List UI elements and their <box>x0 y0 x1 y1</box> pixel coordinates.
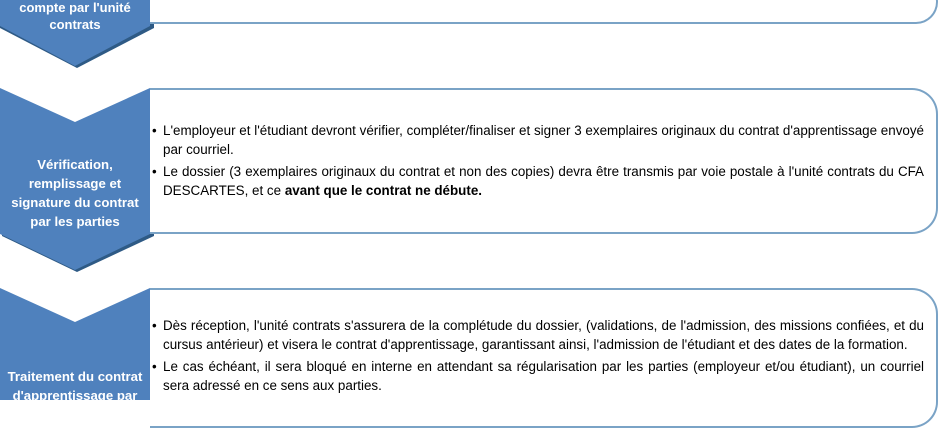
bullet-text: Le dossier (3 exemplaires originaux du contrat et non des copies) devra être transmis par voie postale à l'unité contrats du CFA DESCARTES, et ce <box>163 164 924 198</box>
step-1-label-line: compte par l'unité <box>19 0 131 15</box>
step-1-description-box <box>150 0 938 24</box>
step-2-label-line: remplissage et <box>28 176 122 191</box>
bullet-text: L'employeur et l'étudiant devront vérifier, compléter/finaliser et signer 3 exemplaires originaux du contrat d'apprentissage envoyé par courriel. <box>163 123 924 157</box>
step-2-bullet <box>150 121 924 159</box>
step-2-label-line: par les parties <box>30 214 120 229</box>
step-2-label-line: signature du contrat <box>11 195 139 210</box>
bullet-bold-text: avant que le contrat ne débute. <box>284 183 482 198</box>
bullet-text: Le cas échéant, il sera bloqué en interne en attendant sa régularisation par les parties (employeur et/ou étudiant), un courriel sera adressé en ce sens aux parties. <box>163 359 924 393</box>
step-2-label <box>0 150 150 236</box>
step-2-description-box <box>150 88 938 234</box>
step-1-label-line: contrats <box>49 17 101 32</box>
step-3-label <box>0 367 150 407</box>
step-1-label <box>0 0 150 40</box>
bullet-text: Dès réception, l'unité contrats s'assurera de la complétude du dossier, (validations, de l'admission, des missions confiées, et du cursus antérieur) et visera le contrat d'apprentissage, garantissant ainsi, l'admission de l'étudiant et des dates de la formation. <box>163 318 924 352</box>
step-3-bullet <box>150 316 924 354</box>
step-2-bullet-list <box>150 121 936 200</box>
step-2-label-line: Vérification, <box>37 157 113 172</box>
step-2-bullet <box>150 162 924 200</box>
step-3-bullet <box>150 357 924 395</box>
step-3-label-line: d'apprentissage par <box>12 388 138 403</box>
step-3-bullet-list <box>150 316 936 395</box>
step-3-description-box <box>150 288 938 428</box>
step-3-label-line: Traitement du contrat <box>7 369 143 384</box>
